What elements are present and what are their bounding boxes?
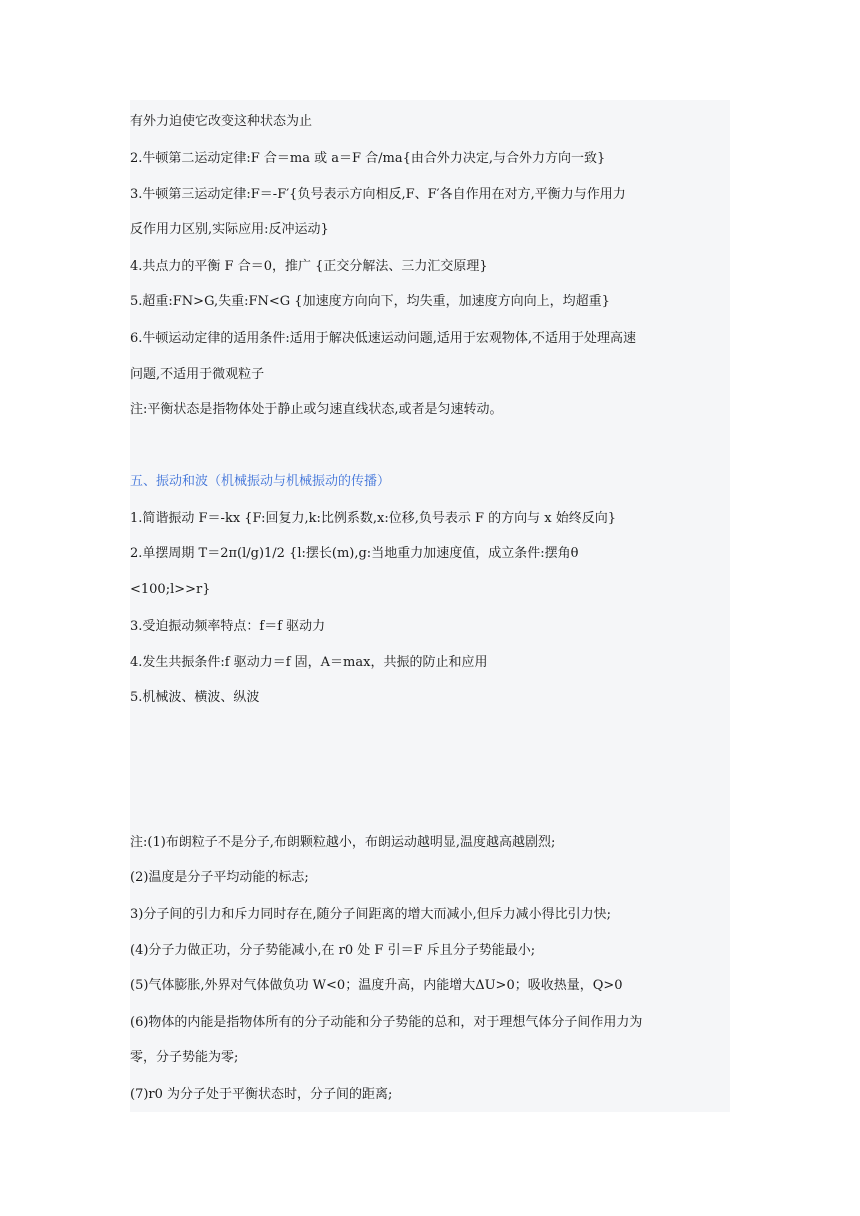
text-line-11: 2.单摆周期 T＝2π(l/g)1/2 {l:摆长(m),g:当地重力加速度值，成立条件:摆角θ — [130, 546, 579, 561]
text-line-8: 问题,不适用于微观粒子 — [130, 367, 265, 382]
document-page — [130, 100, 730, 1112]
text-line-20: (5)气体膨胀,外界对气体做负功 W<0；温度升高，内能增大ΔU>0；吸收热量，Q>0 — [130, 978, 623, 993]
text-line-4: 反作用力区别,实际应用:反冲运动} — [130, 222, 329, 237]
text-line-3: 3.牛顿第三运动定律:F＝-F′{负号表示方向相反,F、F′各自作用在对方,平衡力与作用力 — [130, 187, 626, 202]
text-line-14: 4.发生共振条件:f 驱动力＝f 固，A＝max，共振的防止和应用 — [130, 655, 488, 670]
text-line-6: 5.超重:FN>G,失重:FN<G {加速度方向向下，均失重，加速度方向向上，均超重} — [130, 294, 610, 309]
text-line-16: 注:(1)布朗粒子不是分子,布朗颗粒越小，布朗运动越明显,温度越高越剧烈; — [130, 835, 556, 850]
text-line-23: (7)r0 为分子处于平衡状态时，分子间的距离; — [130, 1087, 393, 1102]
text-line-17: (2)温度是分子平均动能的标志; — [130, 870, 309, 885]
section-heading: 五、振动和波（机械振动与机械振动的传播） — [130, 474, 391, 489]
text-line-9: 注:平衡状态是指物体处于静止或匀速直线状态,或者是匀速转动。 — [130, 402, 503, 417]
text-line-5: 4.共点力的平衡 F 合＝0，推广 {正交分解法、三力汇交原理} — [130, 259, 488, 274]
text-line-18: 3)分子间的引力和斥力同时存在,随分子间距离的增大而减小,但斥力减小得比引力快; — [130, 907, 611, 922]
text-line-13: 3.受迫振动频率特点：f＝f 驱动力 — [130, 619, 326, 634]
text-line-19: (4)分子力做正功，分子势能减小,在 r0 处 F 引＝F 斥且分子势能最小; — [130, 943, 536, 958]
text-line-2: 2.牛顿第二运动定律:F 合＝ma 或 a＝F 合/ma{由合外力决定,与合外力方向一致} — [130, 151, 606, 166]
text-line-12: <100;l>>r} — [130, 582, 211, 597]
text-line-22: 零，分子势能为零; — [130, 1050, 239, 1065]
text-line-7: 6.牛顿运动定律的适用条件:适用于解决低速运动问题,适用于宏观物体,不适用于处理高速 — [130, 331, 637, 346]
text-line-15: 5.机械波、横波、纵波 — [130, 690, 260, 705]
text-line-10: 1.简谐振动 F＝-kx {F:回复力,k:比例系数,x:位移,负号表示 F 的方向与 x 始终反向} — [130, 511, 617, 526]
text-line-1: 有外力迫使它改变这种状态为止 — [130, 114, 313, 129]
text-line-21: (6)物体的内能是指物体所有的分子动能和分子势能的总和，对于理想气体分子间作用力为 — [130, 1015, 643, 1030]
